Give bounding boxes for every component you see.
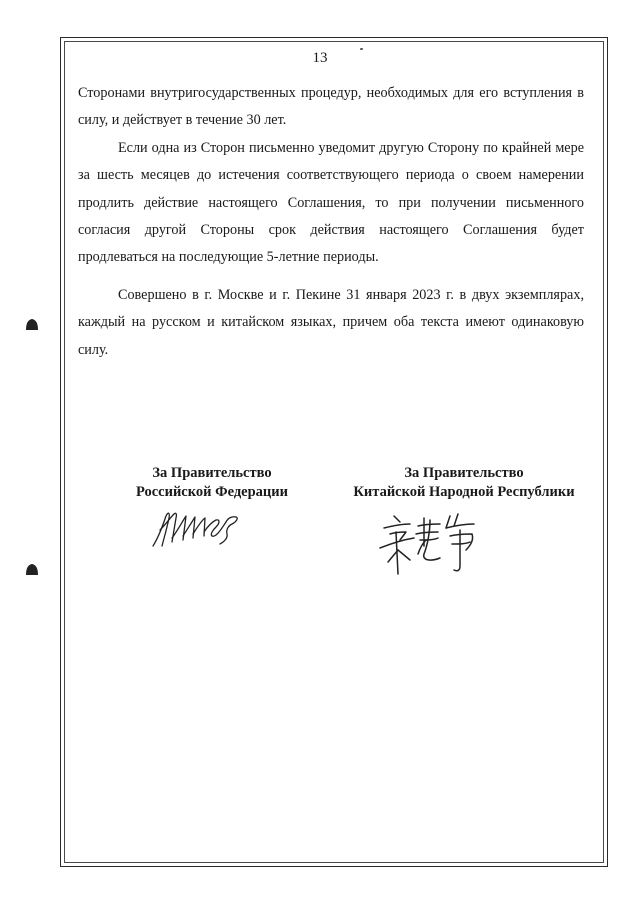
signature-russia: [150, 508, 242, 550]
signatory-russia: [112, 464, 312, 502]
signature-china: [374, 510, 484, 578]
signatory-china-line-2: Китайской Народной Республики: [353, 484, 575, 500]
paragraph-extension-clause: Если одна из Сторон письменно уведомит другую Сторону по крайней мере за шесть месяцев до истечения соответствующего периода о своем намерении продлить действие настоящего Соглашения, то при получении письменного согласия другой Стороны срок действия настоящего Соглашения будет продлеваться на последующие 5-летние периоды.: [78, 139, 584, 266]
paragraph-continuation: Сторонами внутригосударственных процедур, необходимых для его вступления в силу, и действует в течение 30 лет.: [78, 85, 584, 129]
closing-text-section: [78, 282, 584, 364]
paragraph-execution-clause: Совершено в г. Москве и г. Пекине 31 января 2023 г. в двух экземплярах, каждый на русском и китайском языках, причем оба текста имеют одинаковую силу.: [78, 287, 584, 358]
signatory-china-line-1: За Правительство: [404, 465, 524, 481]
punch-hole-mark-bottom: [25, 563, 39, 577]
signatory-russia-line-1: За Правительство: [152, 465, 272, 481]
punch-hole-mark-top: [25, 318, 39, 332]
signatory-russia-line-2: Российской Федерации: [135, 484, 288, 500]
signatory-china: [326, 464, 602, 502]
page-number: 13: [312, 50, 328, 66]
main-text-section: [78, 80, 584, 272]
